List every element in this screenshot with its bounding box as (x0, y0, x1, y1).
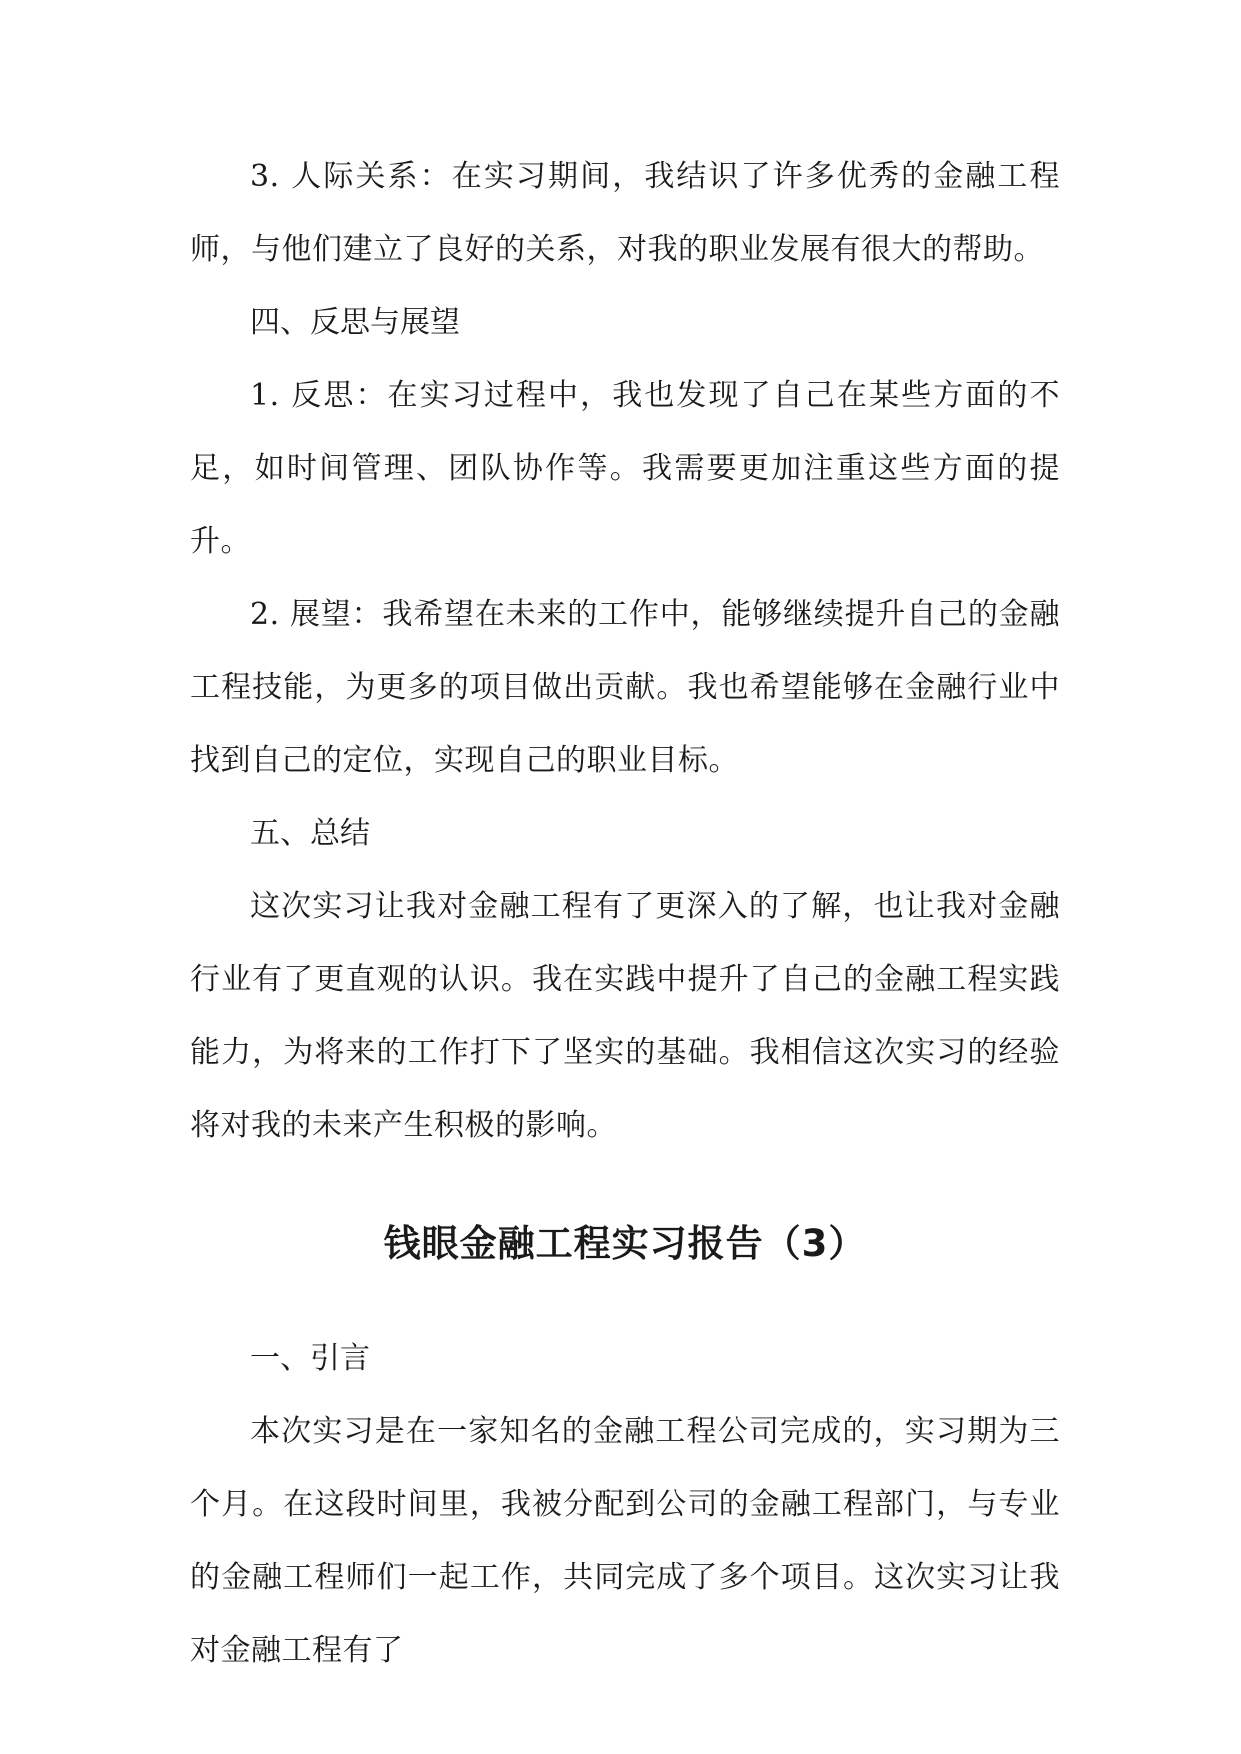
section-heading-reflection-outlook: 四、反思与展望 (250, 305, 460, 340)
document-body (190, 140, 1060, 1687)
paragraph-introduction: 本次实习是在一家知名的金融工程公司完成的，实习期为三个月。在这段时间里，我被分配到公司的金融工程部门，与专业的金融工程师们一起工作，共同完成了多个项目。这次实习让我对金融工程有了 (190, 1414, 1060, 1668)
paragraph-interpersonal-relations: 3. 人际关系：在实习期间，我结识了许多优秀的金融工程师，与他们建立了良好的关系，对我的职业发展有很大的帮助。 (190, 159, 1060, 267)
paragraph-outlook: 2. 展望：我希望在未来的工作中，能够继续提升自己的金融工程技能，为更多的项目做出贡献。我也希望能够在金融行业中找到自己的定位，实现自己的职业目标。 (190, 597, 1060, 778)
paragraph-summary: 这次实习让我对金融工程有了更深入的了解，也让我对金融行业有了更直观的认识。我在实践中提升了自己的金融工程实践能力，为将来的工作打下了坚实的基础。我相信这次实习的经验将对我的未来产生积极的影响。 (190, 889, 1060, 1143)
section-heading-introduction: 一、引言 (250, 1341, 370, 1376)
paragraph-reflection: 1. 反思：在实习过程中，我也发现了自己在某些方面的不足，如时间管理、团队协作等。我需要更加注重这些方面的提升。 (190, 378, 1060, 559)
section-heading-summary: 五、总结 (250, 816, 370, 851)
report-title: 钱眼金融工程实习报告（3） (383, 1222, 867, 1265)
